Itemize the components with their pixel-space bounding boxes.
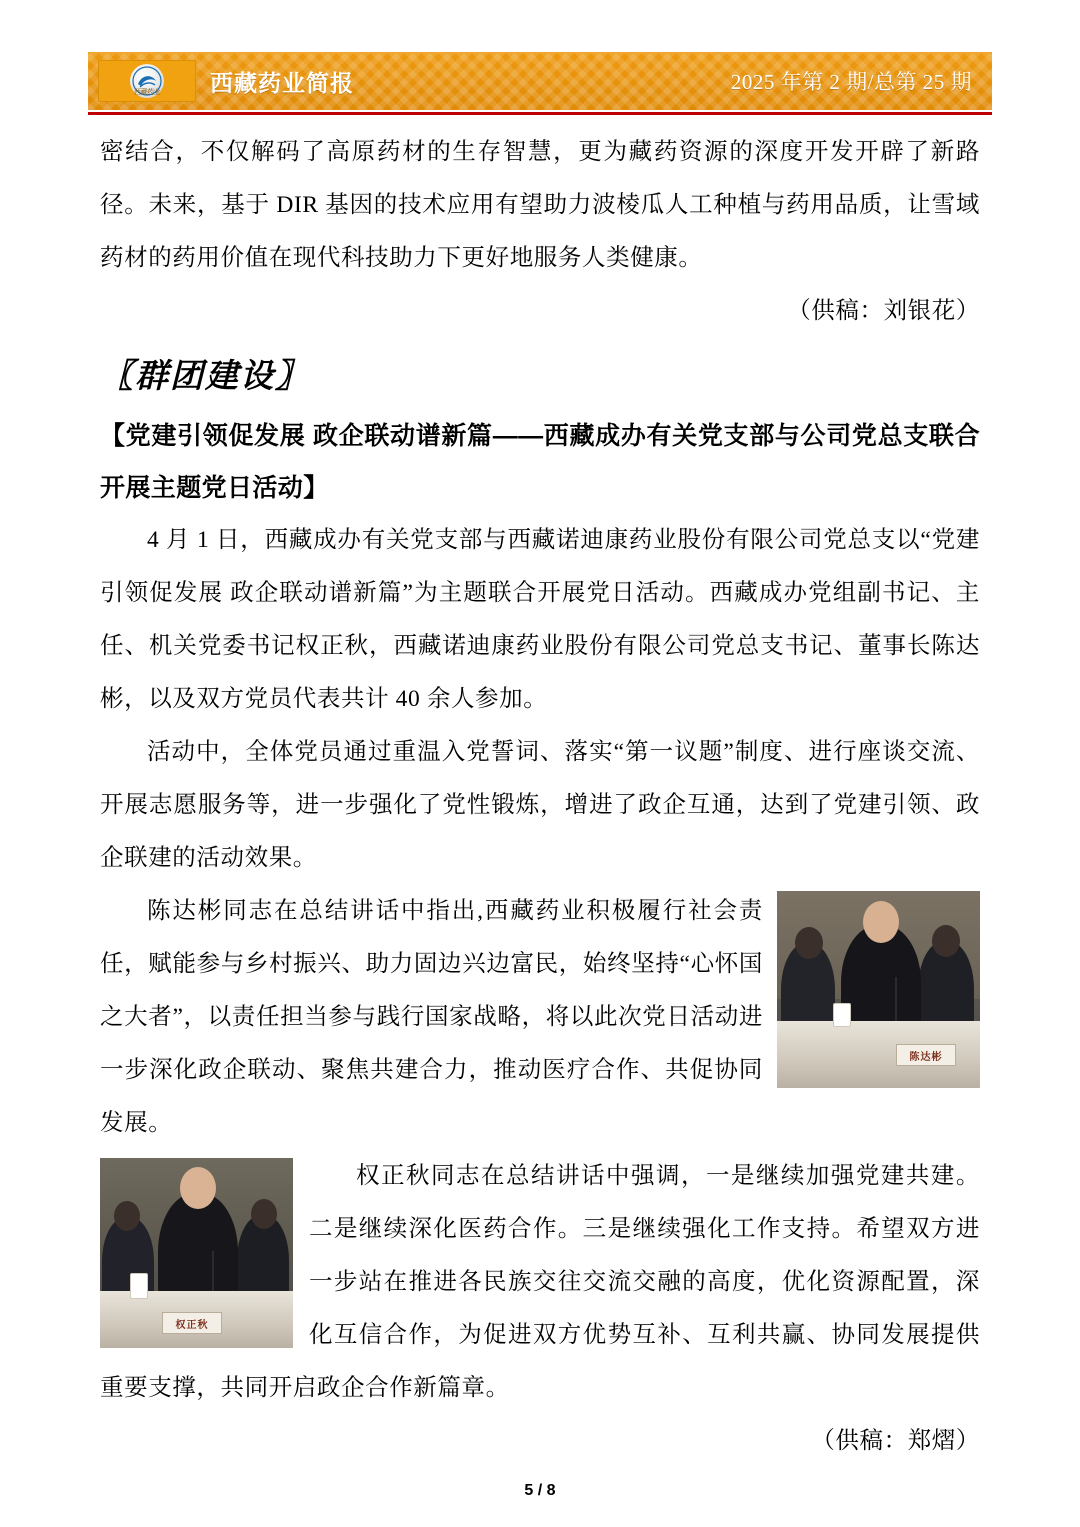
page-number: 5 / 8 (524, 1482, 556, 1499)
credit-line-2: （供稿：郑熠） (811, 1428, 980, 1454)
publication-title: 西藏药业简报 (210, 70, 354, 96)
document-content (100, 126, 980, 1468)
photo-head-right (932, 925, 960, 957)
photo-microphone (212, 1251, 214, 1291)
photo-head-center (180, 1167, 216, 1209)
photo-chen-dabin (777, 891, 980, 1088)
photo-head-left (114, 1201, 140, 1231)
paragraph-3: 陈达彬同志在总结讲话中指出,西藏药业积极履行社会责任，赋能参与乡村振兴、助力固边兴边富民，始终坚持“心怀国之大者”，以责任担当参与践行国家战略，将以此次党日活动进一步深化政企联动、聚焦共建合力，推动医疗合作、共促协同发展。 (100, 898, 763, 1136)
photo-head-left (795, 927, 823, 959)
company-logo (98, 60, 196, 102)
logo-caption: 西藏药业 (134, 88, 160, 96)
paragraph-1: 4 月 1 日，西藏成办有关党支部与西藏诺迪康药业股份有限公司党总支以“党建引领促发展 政企联动谱新篇”为主题联合开展党日活动。西藏成办党组副书记、主任、机关党委书记权正秋，西藏诺迪康药业股份有限公司党总支书记、董事长陈达彬，以及双方党员代表共计 40 余人参加。 (100, 527, 980, 712)
issue-label: 2025 年第 2 期/总第 25 期 (730, 70, 972, 94)
section-heading: 〖群团建设〗 (100, 359, 310, 395)
photo-quan-zhengqiu (100, 1158, 293, 1348)
paragraph-continued: 密结合，不仅解码了高原药材的生存智慧，更为藏药资源的深度开发开辟了新路径。未来，基于 DIR 基因的技术应用有望助力波棱瓜人工种植与药用品质，让雪域药材的药用价值在现代科技助力下更好地服务人类健康。 (100, 139, 980, 271)
page-header-banner (88, 52, 992, 110)
paragraph-2: 活动中，全体党员通过重温入党誓词、落实“第一议题”制度、进行座谈交流、开展志愿服务等，进一步强化了党性锻炼，增进了政企互通，达到了党建引领、政企联建的活动效果。 (100, 739, 980, 871)
photo-cup (130, 1273, 148, 1299)
article-title: 【党建引领促发展 政企联动谱新篇——西藏成办有关党支部与公司党总支联合开展主题党日活动】 (100, 422, 980, 502)
logo-swirl-icon (130, 64, 164, 98)
paragraph-4: 权正秋同志在总结讲话中强调，一是继续加强党建共建。二是继续深化医药合作。三是继续强化工作支持。希望双方进一步站在推进各民族交往交流交融的高度，优化资源配置，深化互信合作，为促进双方优势互补、互利共赢、协同发展提供重要支撑，共同开启政企合作新篇章。 (100, 1163, 980, 1401)
header-divider (88, 112, 992, 115)
photo-cup (833, 1003, 851, 1027)
photo-nameplate: 陈达彬 (896, 1044, 956, 1066)
photo-head-right (251, 1199, 277, 1229)
photo-microphone (895, 977, 897, 1021)
photo-nameplate: 权正秋 (162, 1312, 222, 1334)
credit-line-1: （供稿：刘银花） (787, 298, 980, 324)
photo-head-center (863, 901, 899, 943)
header-left-group (88, 52, 354, 110)
